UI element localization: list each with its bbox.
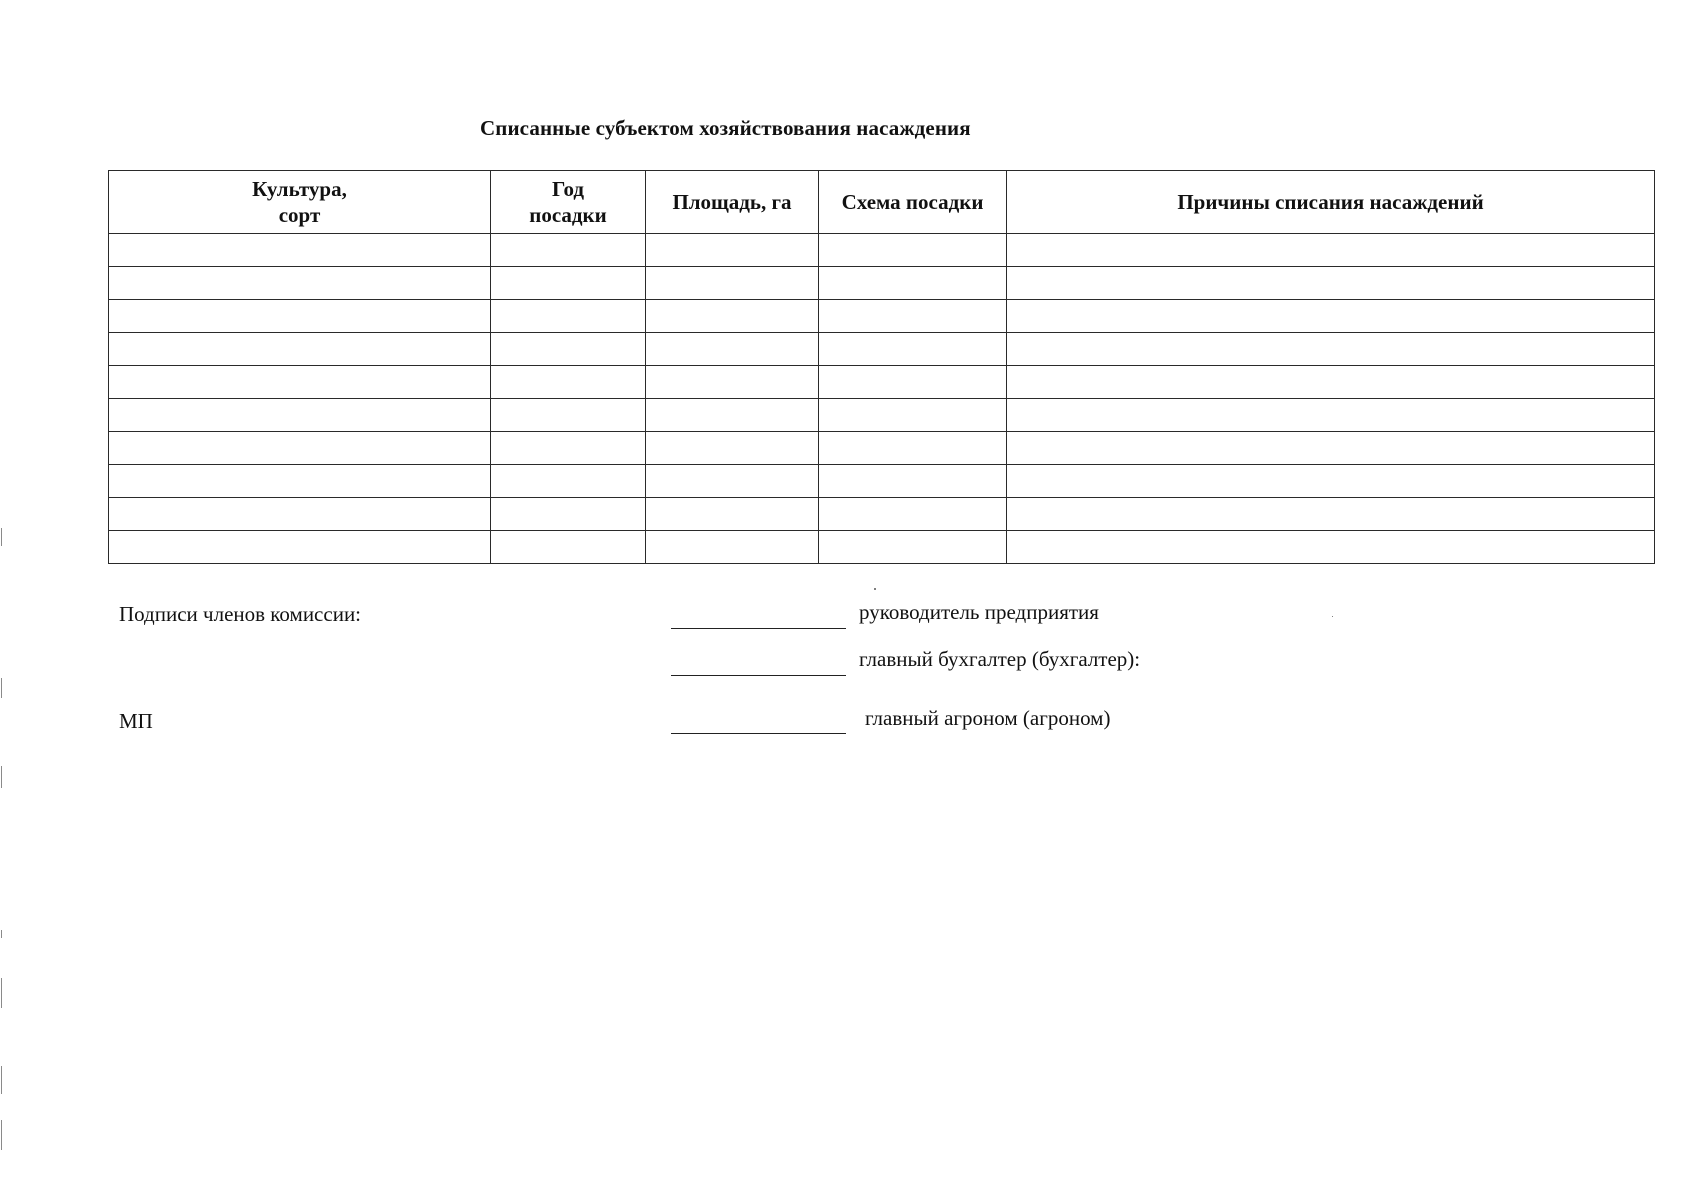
stamp-label: МП: [119, 709, 153, 733]
table-cell: [491, 531, 646, 564]
table-cell: [1007, 234, 1655, 267]
table-cell: [1007, 300, 1655, 333]
table-cell: [109, 267, 491, 300]
signatures-label: Подписи членов комиссии:: [119, 602, 362, 626]
table-cell: [646, 498, 819, 531]
table-cell: [819, 234, 1007, 267]
table-cell: [646, 267, 819, 300]
table-cell: [646, 366, 819, 399]
table-cell: [109, 432, 491, 465]
table-cell: [1007, 333, 1655, 366]
header-writeoff-reasons: Причины списания насаждений: [1007, 171, 1655, 234]
table-row: [109, 333, 1655, 366]
signature-line-accountant: [671, 675, 846, 676]
header-planting-scheme: Схема посадки: [819, 171, 1007, 234]
table-cell: [1007, 399, 1655, 432]
role-accountant: главный бухгалтер (бухгалтер):: [859, 647, 1141, 671]
table-header-row: [109, 171, 1655, 234]
table-row: [109, 531, 1655, 564]
table-cell: [491, 399, 646, 432]
table-cell: [491, 432, 646, 465]
scan-mark: [1, 1120, 2, 1150]
table-cell: [109, 300, 491, 333]
writeoff-table: [108, 170, 1655, 564]
table-cell: [1007, 366, 1655, 399]
scan-mark: [1, 1066, 2, 1094]
header-planting-year: Год посадки: [491, 171, 646, 234]
table-row: [109, 498, 1655, 531]
table-cell: [646, 333, 819, 366]
scan-speck: [1332, 616, 1333, 617]
table-cell: [109, 333, 491, 366]
table-cell: [1007, 465, 1655, 498]
table-cell: [646, 432, 819, 465]
table-row: [109, 465, 1655, 498]
table-cell: [109, 366, 491, 399]
table-cell: [109, 498, 491, 531]
table-cell: [109, 531, 491, 564]
table-cell: [1007, 531, 1655, 564]
table-row: [109, 432, 1655, 465]
table-cell: [109, 465, 491, 498]
table-cell: [819, 300, 1007, 333]
signature-line-director: [671, 628, 846, 629]
table-cell: [109, 234, 491, 267]
table-cell: [109, 399, 491, 432]
table-cell: [1007, 498, 1655, 531]
table-cell: [819, 465, 1007, 498]
table-cell: [646, 531, 819, 564]
table-cell: [1007, 432, 1655, 465]
table-cell: [491, 465, 646, 498]
table-cell: [491, 333, 646, 366]
table-cell: [491, 300, 646, 333]
table-cell: [491, 234, 646, 267]
table-cell: [819, 333, 1007, 366]
table-row: [109, 234, 1655, 267]
table-cell: [819, 399, 1007, 432]
role-agronomist: главный агроном (агроном): [865, 706, 1111, 730]
table-cell: [646, 465, 819, 498]
signature-line-agronomist: [671, 733, 846, 734]
table-cell: [819, 498, 1007, 531]
scan-mark: [1, 930, 2, 938]
scan-mark: [1, 528, 2, 546]
role-director: руководитель предприятия: [859, 600, 1099, 624]
table-row: [109, 366, 1655, 399]
table-cell: [646, 234, 819, 267]
table-row: [109, 300, 1655, 333]
table-cell: [819, 366, 1007, 399]
table-cell: [819, 267, 1007, 300]
header-culture: Культура, сорт: [109, 171, 491, 234]
table-cell: [491, 267, 646, 300]
header-area: Площадь, га: [646, 171, 819, 234]
table-row: [109, 267, 1655, 300]
table-cell: [1007, 267, 1655, 300]
table-cell: [819, 432, 1007, 465]
table-cell: [819, 531, 1007, 564]
scan-speck: [874, 588, 876, 590]
scan-mark: [1, 978, 2, 1008]
page-title: Списанные субъектом хозяйствования насаждения: [480, 116, 971, 140]
table-cell: [646, 300, 819, 333]
scan-mark: [1, 678, 2, 698]
table-cell: [646, 399, 819, 432]
table-row: [109, 399, 1655, 432]
scan-mark: [1, 766, 2, 788]
table-cell: [491, 498, 646, 531]
table-cell: [491, 366, 646, 399]
